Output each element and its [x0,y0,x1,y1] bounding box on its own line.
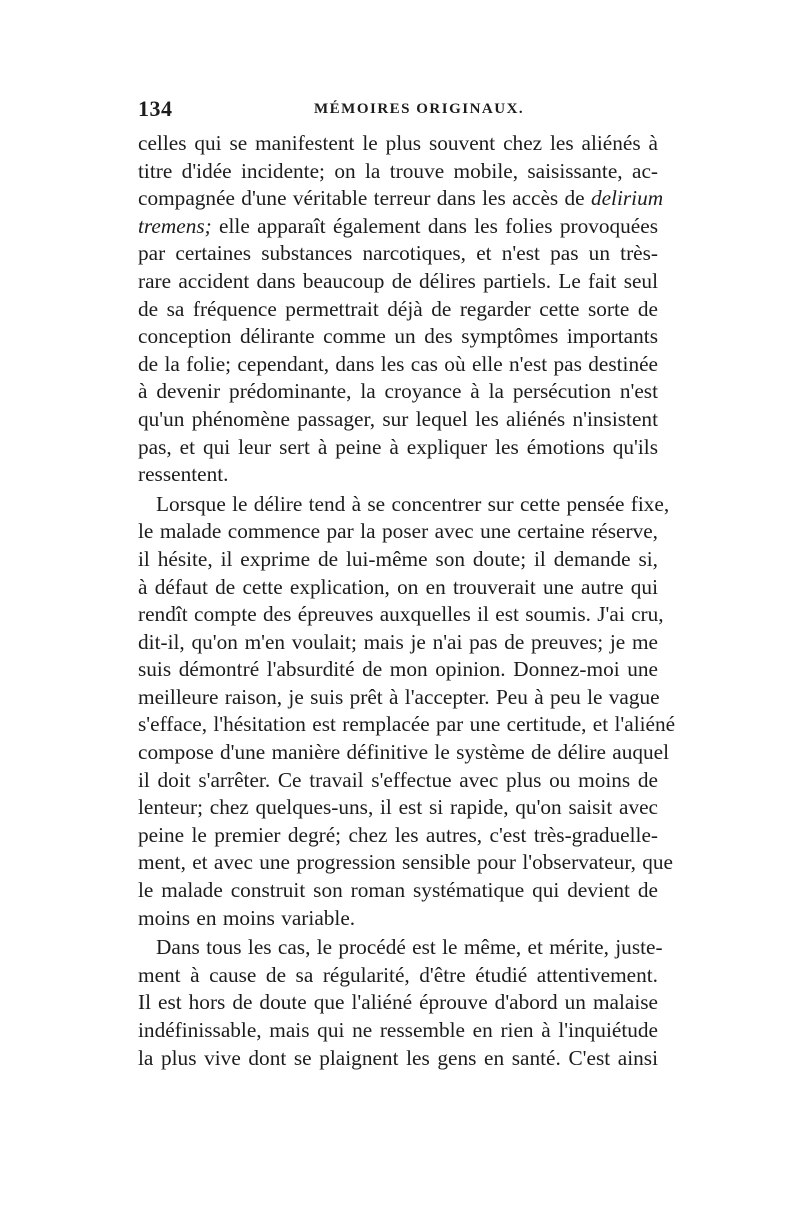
body-text [138,130,676,1072]
line-text: le malade construit son roman systématique qui devient de [138,878,658,903]
paragraph [138,934,663,1072]
text-line [138,296,658,324]
line-text: rare accident dans beaucoup de délires partiels. Le fait seul [138,268,658,293]
text-line [138,461,658,489]
line-text: à défaut de cette explication, on en trouverait une autre qui [138,574,658,599]
line-text: dit-il, qu'on m'en voulait; mais je n'ai pas de preuves; je me [138,629,658,654]
text-line [138,323,658,351]
text-line [138,989,658,1017]
line-text: moins en moins variable. [138,905,356,930]
paragraph [138,491,676,933]
text-line [138,546,658,574]
page-number: 134 [138,96,173,121]
line-text: le malade commence par la poser avec une certaine réserve, [138,519,658,544]
line-text: il hésite, il exprime de lui-même son doute; il demande si, [138,546,658,571]
text-line [138,711,676,739]
text-line [138,629,658,657]
text-line [138,185,664,213]
line-text: compose d'une manière définitive le système de délire auquel [138,740,670,765]
line-text: Lorsque le délire tend à se concentrer sur cette pensée fixe, [156,491,670,516]
text-line [138,574,658,602]
text-line [138,158,658,186]
text-line [138,767,658,795]
text-line [138,130,658,158]
text-line [138,962,658,990]
line-text: peine le premier degré; chez les autres, c'est très-graduelle- [138,822,658,847]
text-line [138,491,670,519]
text-line [138,877,658,905]
line-text: Il est hors de doute que l'aliéné éprouve d'abord un malaise [138,990,658,1015]
line-text: qu'un phénomène passager, sur lequel les aliénés n'insistent [138,406,658,431]
text-line [138,601,664,629]
line-text: de la folie; cependant, dans les cas où elle n'est pas destinée [138,351,658,376]
line-text: de sa fréquence permettrait déjà de regarder cette sorte de [138,296,658,321]
text-line [138,240,658,268]
line-text: pas, et qui leur sert à peine à expliquer les émotions qu'ils [138,434,658,459]
line-text: conception délirante comme un des symptômes importants [138,324,658,349]
text-line [138,351,658,379]
line-text: titre d'idée incidente; on la trouve mobile, saisissante, ac- [138,158,658,183]
text-line [138,794,658,822]
line-text: lenteur; chez quelques-uns, il est si rapide, qu'on saisit avec [138,795,658,820]
line-text: ressentent. [138,462,229,487]
italic-term: delirium [590,186,664,211]
line-text: par certaines substances narcotiques, et n'est pas un très- [138,241,658,266]
line-text: celles qui se manifestent le plus souvent chez les aliénés à [138,131,658,155]
line-text: ment à cause de sa régularité, d'être étudié attentivement. [138,962,658,987]
italic-term: tremens; [138,213,212,238]
line-text: la plus vive dont se plaignent les gens en santé. C'est ainsi [138,1045,658,1070]
text-line [138,739,670,767]
line-text: il doit s'arrêter. Ce travail s'effectue avec plus ou moins de [138,767,658,792]
text-line [138,378,658,406]
running-head: MÉMOIRES ORIGINAUX. [314,101,525,117]
line-text: compagnée d'une véritable terreur dans les accès de [138,186,591,211]
text-line [138,684,658,712]
text-line [138,905,658,933]
text-line [138,434,658,462]
text-line [138,268,658,296]
text-line [138,1045,658,1073]
line-text: elle apparaît également dans les folies provoquées [211,213,658,238]
text-line [138,934,663,962]
line-text: meilleure raison, je suis prêt à l'accepter. Peu à peu le vague [138,684,660,709]
paragraph [138,130,664,489]
text-line [138,213,658,241]
line-text: indéfinissable, mais qui ne ressemble en rien à l'inquiétude [138,1018,658,1042]
line-text: Dans tous les cas, le procédé est le même, et mérite, juste- [156,935,663,960]
line-text: ment, et avec une progression sensible pour l'observateur, que [138,850,673,875]
text-line [138,1017,658,1045]
text-line [138,656,658,684]
book-page [138,96,676,1072]
page-header [138,96,658,130]
line-text: à devenir prédominante, la croyance à la persécution n'est [138,379,658,404]
text-line [138,849,673,877]
line-text: rendît compte des épreuves auxquelles il est soumis. J'ai cru, [138,602,664,627]
line-text: suis démontré l'absurdité de mon opinion. Donnez-moi une [138,657,658,682]
text-line [138,518,658,546]
line-text: s'efface, l'hésitation est remplacée par une certitude, et l'aliéné [138,712,676,737]
text-line [138,822,658,850]
text-line [138,406,658,434]
